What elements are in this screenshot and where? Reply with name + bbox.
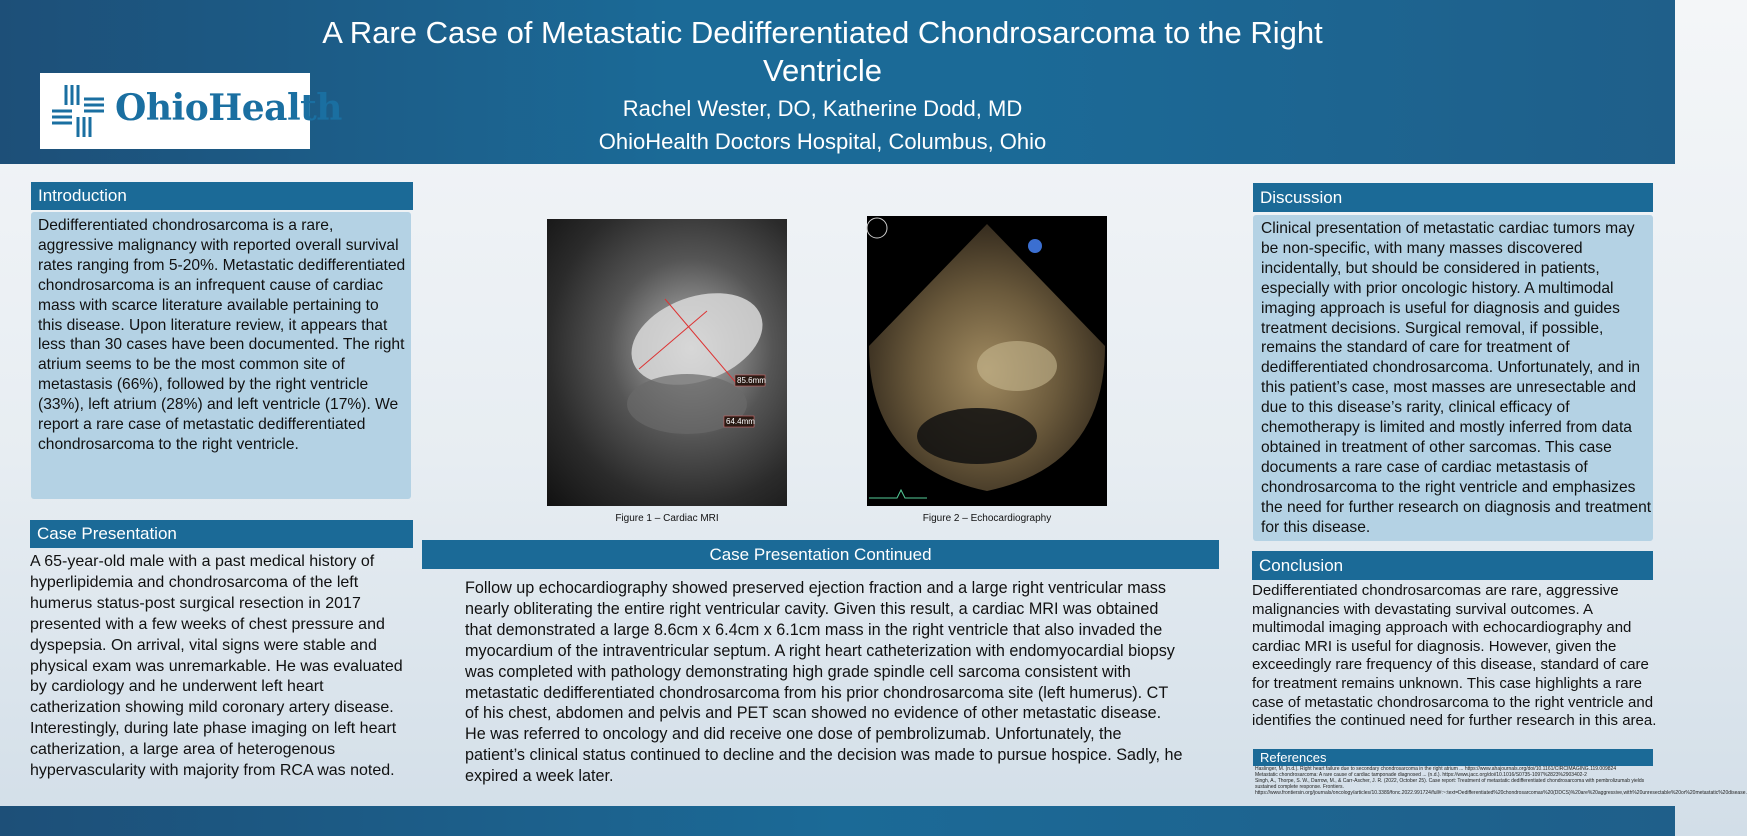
discussion-heading: Discussion [1253, 183, 1653, 212]
reference-item: Metastatic chondrosarcoma: A rare cause of cardiac tamponade diagnosed ... (n.d.). https://www.jacc.org/doi/10.1016/S0735-1097%2823%2903402-2 [1255, 772, 1587, 778]
poster-affiliation: OhioHealth Doctors Hospital, Columbus, Ohio [598, 129, 1047, 154]
introduction-heading: Introduction [31, 182, 413, 210]
logo-text: OhioHealth [115, 87, 342, 129]
footer-bar [0, 806, 1675, 836]
discussion-text: Clinical presentation of metastatic cardiac tumors may be non-specific, with many masses discovered incidentally, but should be considered in patients, especially with prior oncologic history. A multimodal imaging approach is useful for diagnosis and guides treatment decisions. Surgical removal, if possible, remains the standard of care for treatment of dedifferentiated chondrosarcoma. Unfortunately, and in this patient’s case, most masses are unresectable and due to this disease’s rarity, clinical efficacy of chemotherapy is limited and mostly inferred from data obtained in treatment of other sarcomas. This case documents a rare case of cardiac metastasis of chondrosarcoma to the right ventricle and emphasizes the need for further research on diagnosis and treatment for this disease. [1261, 220, 1652, 536]
poster-header [0, 0, 1675, 164]
introduction-text: Dedifferentiated chondrosarcoma is a rare, aggressive malignancy with reported overall survival rates ranging from 5-20%. Metastatic dedifferentiated chondrosarcoma is an infrequent cause of cardiac mass with scarce literature available pertaining to this disease. Upon literature review, it appears that less than 30 cases have been documented. The right atrium seems to be the most common site of metastasis (66%), followed by the right ventricle (33%), left atrium (28%) and left ventricle (17%). We report a rare case of metastatic dedifferentiated chondrosarcoma to the right ventricle. [38, 217, 406, 453]
figure-2-caption: Figure 2 – Echocardiography [922, 513, 1052, 524]
reference-item: https://www.frontiersin.org/journals/oncology/articles/10.3389/fonc.2022.991724/full#:~:text=Dedifferentiated%20chondrosarcomas%20(DDCS)%20are%20aggressive,with%20unresectable%20or%20metastatic%20disease. [1255, 790, 1747, 796]
references-list [1255, 766, 1747, 796]
cardiac-mri-image [547, 219, 787, 506]
reference-item: Haslinger, M. (n.d.). Right heart failure due to secondary chondrosarcoma in the right atrium ... https://www.ahajournals.org/doi/10.1161/CIRCIMAGING.119.009824 [1255, 766, 1617, 772]
case-presentation-heading: Case Presentation [30, 520, 413, 548]
conclusion-heading: Conclusion [1252, 551, 1653, 580]
case-continued-heading: Case Presentation Continued [422, 540, 1219, 569]
poster-authors: Rachel Wester, DO, Katherine Dodd, MD [622, 96, 1023, 121]
ohiohealth-cross-icon [48, 81, 108, 141]
conclusion-text: Dedifferentiated chondrosarcomas are rare, aggressive malignancies with devastating survival outcomes. A multimodal imaging approach with echocardiography and cardiac MRI is useful for diagnosis. However, given the exceedingly rare frequency of this disease, standard of care for treatment remains unknown. This case highlights a rare case of metastatic chondrosarcoma to the right ventricle and identifies the continued need for further research in this area. [1252, 582, 1657, 730]
mri-measure-label-a: 85.6mm [737, 376, 766, 385]
case-continued-text: Follow up echocardiography showed preserved ejection fraction and a large right ventricular mass nearly obliterating the entire right ventricular cavity. Given this result, a cardiac MRI was obtained that demonstrated a large 8.6cm x 6.4cm x 6.1cm mass in the right ventricle that also invaded the myocardium of the intraventricular septum. A right heart catheterization with endomyocardial biopsy was completed with pathology demonstrating high grade spindle cell sarcoma consistent with metastatic dedifferentiated chondrosarcoma from his prior chondrosarcoma site (left humerus). CT of his chest, abdomen and pelvis and PET scan showed no evidence of other metastatic disease. He was referred to oncology and did receive one dose of pembrolizumab. Unfortunately, the patient’s clinical status continued to decline and the decision was made to pursue hospice. Sadly, he expired a week later. [465, 579, 1183, 786]
mri-measure-label-b: 64.4mm [726, 417, 755, 426]
echocardiography-image [867, 216, 1107, 506]
references-heading: References [1253, 749, 1653, 766]
poster-title: A Rare Case of Metastatic Dedifferentiated Chondrosarcoma to the Right Ventricle [322, 15, 1323, 88]
figure-1-caption: Figure 1 – Cardiac MRI [615, 513, 719, 524]
reference-item: Singh, A., Thorpe, S. W., Darrow, M., & Carr-Ascher, J. R. (2022, October 25). Case report: Treatment of metastatic dedifferentiated chondrosarcoma with pembrolizumab yields sustained complete response. Frontiers. [1255, 778, 1645, 790]
case-presentation-text: A 65-year-old male with a past medical history of hyperlipidemia and chondrosarcoma of the left humerus status-post surgical resection in 2017 presented with a few weeks of chest pressure and dyspepsia. On arrival, vital signs were stable and physical exam was unremarkable. He was evaluated by cardiology and he underwent left heart catherization showing mild coronary artery disease. Interestingly, during late phase imaging on left heart catherization, a large area of heterogenous hypervascularity with majority from RCA was noted. [30, 553, 403, 780]
ohiohealth-logo [40, 73, 342, 149]
